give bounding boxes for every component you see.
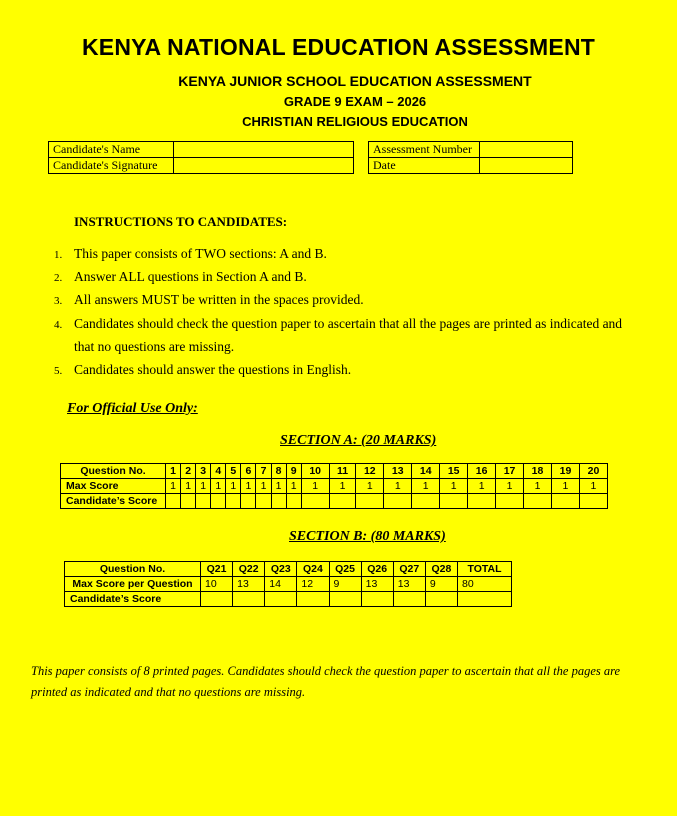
cell: Q25 — [329, 562, 361, 577]
instruction-item — [54, 362, 351, 378]
cell: 1 — [412, 479, 440, 494]
instruction-number: 5. — [54, 365, 63, 377]
cell: 15 — [440, 464, 468, 479]
candidate-score-cell[interactable] — [329, 592, 361, 607]
instruction-item — [54, 246, 327, 262]
candidate-score-cell[interactable] — [496, 494, 524, 509]
candidate-score-cell[interactable] — [384, 494, 412, 509]
candidate-score-cell[interactable] — [271, 494, 286, 509]
cell: 1 — [524, 479, 552, 494]
cell: 10 — [301, 464, 329, 479]
date-field[interactable] — [480, 158, 573, 174]
row-label: Candidate’s Score — [65, 592, 201, 607]
candidate-score-cell[interactable] — [440, 494, 468, 509]
candidate-score-cell[interactable] — [233, 592, 265, 607]
candidate-score-cell[interactable] — [361, 592, 393, 607]
cell: 1 — [286, 479, 301, 494]
instruction-item — [54, 269, 307, 285]
cell: 1 — [496, 479, 524, 494]
cell: 9 — [425, 577, 457, 592]
cell: 9 — [286, 464, 301, 479]
candidate-score-cell[interactable] — [468, 494, 496, 509]
assessment-number-field[interactable] — [480, 142, 573, 158]
candidate-score-cell[interactable] — [201, 592, 233, 607]
candidate-score-cell[interactable] — [579, 494, 607, 509]
cell: 1 — [356, 479, 384, 494]
cell: 7 — [256, 464, 271, 479]
section-b-score-table — [64, 561, 512, 607]
candidate-score-cell[interactable] — [166, 494, 181, 509]
cell: 12 — [356, 464, 384, 479]
row-label: Max Score — [61, 479, 166, 494]
grade-line: GRADE 9 EXAM – 2026 — [283, 94, 427, 109]
candidate-score-cell[interactable] — [524, 494, 552, 509]
cell: 1 — [329, 479, 356, 494]
cell: 5 — [226, 464, 241, 479]
candidate-score-cell[interactable] — [552, 494, 580, 509]
candidate-score-cell[interactable] — [211, 494, 226, 509]
instruction-text-continued: that no questions are missing. — [74, 339, 235, 354]
cell: 11 — [329, 464, 356, 479]
candidate-score-cell[interactable] — [412, 494, 440, 509]
instruction-number: 4. — [54, 319, 63, 331]
section-a-title: SECTION A: (20 MARKS) — [280, 433, 437, 448]
assessment-number-label: Assessment Number — [369, 142, 480, 158]
candidate-score-cell[interactable] — [226, 494, 241, 509]
cell: 1 — [301, 479, 329, 494]
instruction-text: Answer ALL questions in Section A and B. — [74, 269, 307, 284]
cell: Q27 — [393, 562, 425, 577]
date-label: Date — [369, 158, 480, 174]
official-use-heading: For Official Use Only: — [67, 401, 198, 416]
section-a-score-table — [60, 463, 608, 509]
cell: 18 — [524, 464, 552, 479]
cell: 1 — [226, 479, 241, 494]
page-count-note-line: This paper consists of 8 printed pages. Candidates should check the question paper to ascertain that all the pages are — [31, 664, 621, 678]
candidate-score-cell[interactable] — [297, 592, 329, 607]
cell: Q24 — [297, 562, 329, 577]
cell: 1 — [552, 479, 580, 494]
cell: 13 — [384, 464, 412, 479]
candidate-name-label: Candidate's Name — [49, 142, 174, 158]
assessment-subtitle: KENYA JUNIOR SCHOOL EDUCATION ASSESSMENT — [178, 73, 532, 89]
cell: 3 — [196, 464, 211, 479]
exam-body-title: KENYA NATIONAL EDUCATION ASSESSMENT — [81, 34, 596, 60]
cell: 80 — [458, 577, 512, 592]
cell: 1 — [256, 479, 271, 494]
cell: 1 — [468, 479, 496, 494]
candidate-score-cell[interactable] — [256, 494, 271, 509]
cell: Q23 — [265, 562, 297, 577]
candidate-score-cell[interactable] — [241, 494, 256, 509]
candidate-name-field[interactable] — [174, 142, 354, 158]
candidate-score-cell[interactable] — [196, 494, 211, 509]
cell: 13 — [393, 577, 425, 592]
candidate-score-cell[interactable] — [393, 592, 425, 607]
cell: 13 — [361, 577, 393, 592]
section-b-title: SECTION B: (80 MARKS) — [289, 529, 446, 544]
candidate-score-cell[interactable] — [286, 494, 301, 509]
instruction-number: 1. — [54, 249, 63, 261]
cell: 1 — [181, 479, 196, 494]
cell: 1 — [241, 479, 256, 494]
candidate-score-cell[interactable] — [329, 494, 356, 509]
cell: 4 — [211, 464, 226, 479]
cell: 1 — [579, 479, 607, 494]
candidate-signature-label: Candidate's Signature — [49, 158, 174, 174]
instruction-text: All answers MUST be written in the spaces provided. — [74, 292, 364, 307]
cell: 1 — [196, 479, 211, 494]
cell: Q22 — [233, 562, 265, 577]
assessment-details-box — [368, 141, 573, 174]
cell: 12 — [297, 577, 329, 592]
candidate-score-cell[interactable] — [301, 494, 329, 509]
cell: 1 — [211, 479, 226, 494]
instructions-heading: INSTRUCTIONS TO CANDIDATES: — [74, 214, 288, 229]
cell: 10 — [201, 577, 233, 592]
cell: 19 — [552, 464, 580, 479]
row-label: Max Score per Question — [65, 577, 201, 592]
cell: Q28 — [425, 562, 457, 577]
subject-title: CHRISTIAN RELIGIOUS EDUCATION — [242, 114, 468, 129]
instruction-text: Candidates should answer the questions in English. — [74, 362, 352, 377]
instruction-text: Candidates should check the question paper to ascertain that all the pages are printed as indicated and — [74, 316, 623, 331]
cell: 17 — [496, 464, 524, 479]
cell: 9 — [329, 577, 361, 592]
candidate-signature-field[interactable] — [174, 158, 354, 174]
cell: 2 — [181, 464, 196, 479]
cell: 20 — [579, 464, 607, 479]
candidate-score-cell[interactable] — [181, 494, 196, 509]
instruction-item — [54, 292, 364, 308]
cell: 1 — [166, 464, 181, 479]
page-count-note — [31, 661, 641, 703]
instruction-number: 3. — [54, 295, 63, 307]
cell: 1 — [440, 479, 468, 494]
candidate-score-cell[interactable] — [425, 592, 457, 607]
cell: 14 — [412, 464, 440, 479]
candidate-score-cell[interactable] — [265, 592, 297, 607]
candidate-score-cell[interactable] — [458, 592, 512, 607]
row-label: Question No. — [65, 562, 201, 577]
candidate-score-cell[interactable] — [356, 494, 384, 509]
instruction-item — [54, 316, 622, 332]
instruction-text: This paper consists of TWO sections: A and B. — [74, 246, 327, 261]
cell: 1 — [384, 479, 412, 494]
candidate-details-box — [48, 141, 354, 174]
cell: TOTAL — [458, 562, 512, 577]
cell: 16 — [468, 464, 496, 479]
cell: 6 — [241, 464, 256, 479]
instruction-number: 2. — [54, 272, 63, 284]
cell: Q21 — [201, 562, 233, 577]
cell: Q26 — [361, 562, 393, 577]
page-count-note-line: printed as indicated and that no questions are missing. — [31, 685, 306, 699]
row-label: Question No. — [61, 464, 166, 479]
cell: 1 — [166, 479, 181, 494]
cell: 14 — [265, 577, 297, 592]
cell: 1 — [271, 479, 286, 494]
row-label: Candidate’s Score — [61, 494, 166, 509]
cell: 13 — [233, 577, 265, 592]
cell: 8 — [271, 464, 286, 479]
